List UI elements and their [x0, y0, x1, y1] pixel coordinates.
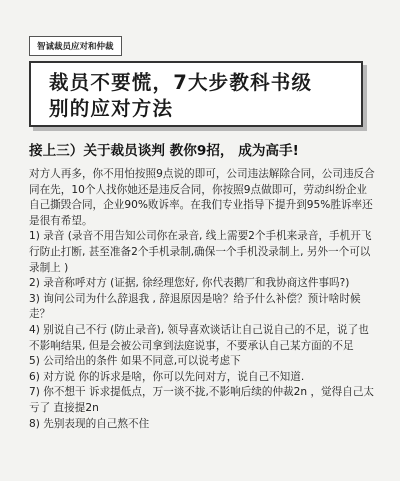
tip-5: 5) 公司给出的条件 如果不同意,可以说考虑下 [29, 355, 241, 368]
tip-7: 7) 你不想干 诉求提低点，万一谈不拢,不影响后续的仲裁2n ，觉得自己太亏了 直接提2n [29, 386, 375, 414]
tip-4: 4) 别说自己不行 (防止录音), 领导喜欢谈话让自己说自己的不足，说了也不影响结果, 但是会被公司拿到法庭说事，不要承认自己某方面的不足 [29, 323, 369, 352]
article-body [29, 167, 377, 432]
intro-paragraph: 对方人再多，你不用怕按照9点说的即可，公司违法解除合同，公司违反合同在先，10个人找你她还是违反合同，你按照9点做即可，劳动纠纷企业自己撕毁合同，企业90%败诉率。在我们专业指导下提升到95%胜诉率还是很有希望。 [29, 168, 375, 227]
tip-6: 6) 对方说 你的诉求是啥，你可以先问对方，说自己不知道. [29, 370, 305, 383]
tip-1: 1) 录音 (录音不用告知公司你在录音, 线上需要2个手机来录音，手机开飞行防止打断, 甚至准备2个手机录制,确保一个手机没录制上, 另外一个可以录制上 ) [29, 230, 372, 274]
tip-2: 2) 录音称呼对方 (证据, 徐经理您好, 你代表鹅厂和我协商这件事吗?) [29, 277, 350, 290]
tip-8: 8) 先别表现的自己熬不住 [29, 417, 150, 430]
category-tag: 智诚裁员应对和仲裁 [29, 36, 122, 56]
headline-line-1: 裁员不要慌，7大步教科书级 [49, 71, 313, 94]
headline-line-2: 别的应对方法 [49, 97, 174, 120]
section-subheading: 接上三）关于裁员谈判 教你9招， 成为高手! [29, 143, 299, 159]
tip-3: 3) 询问公司为什么辞退我 , 辞退原因是啥？给予什么补偿？预计啥时候走？ [29, 292, 361, 321]
headline-box [29, 61, 363, 127]
